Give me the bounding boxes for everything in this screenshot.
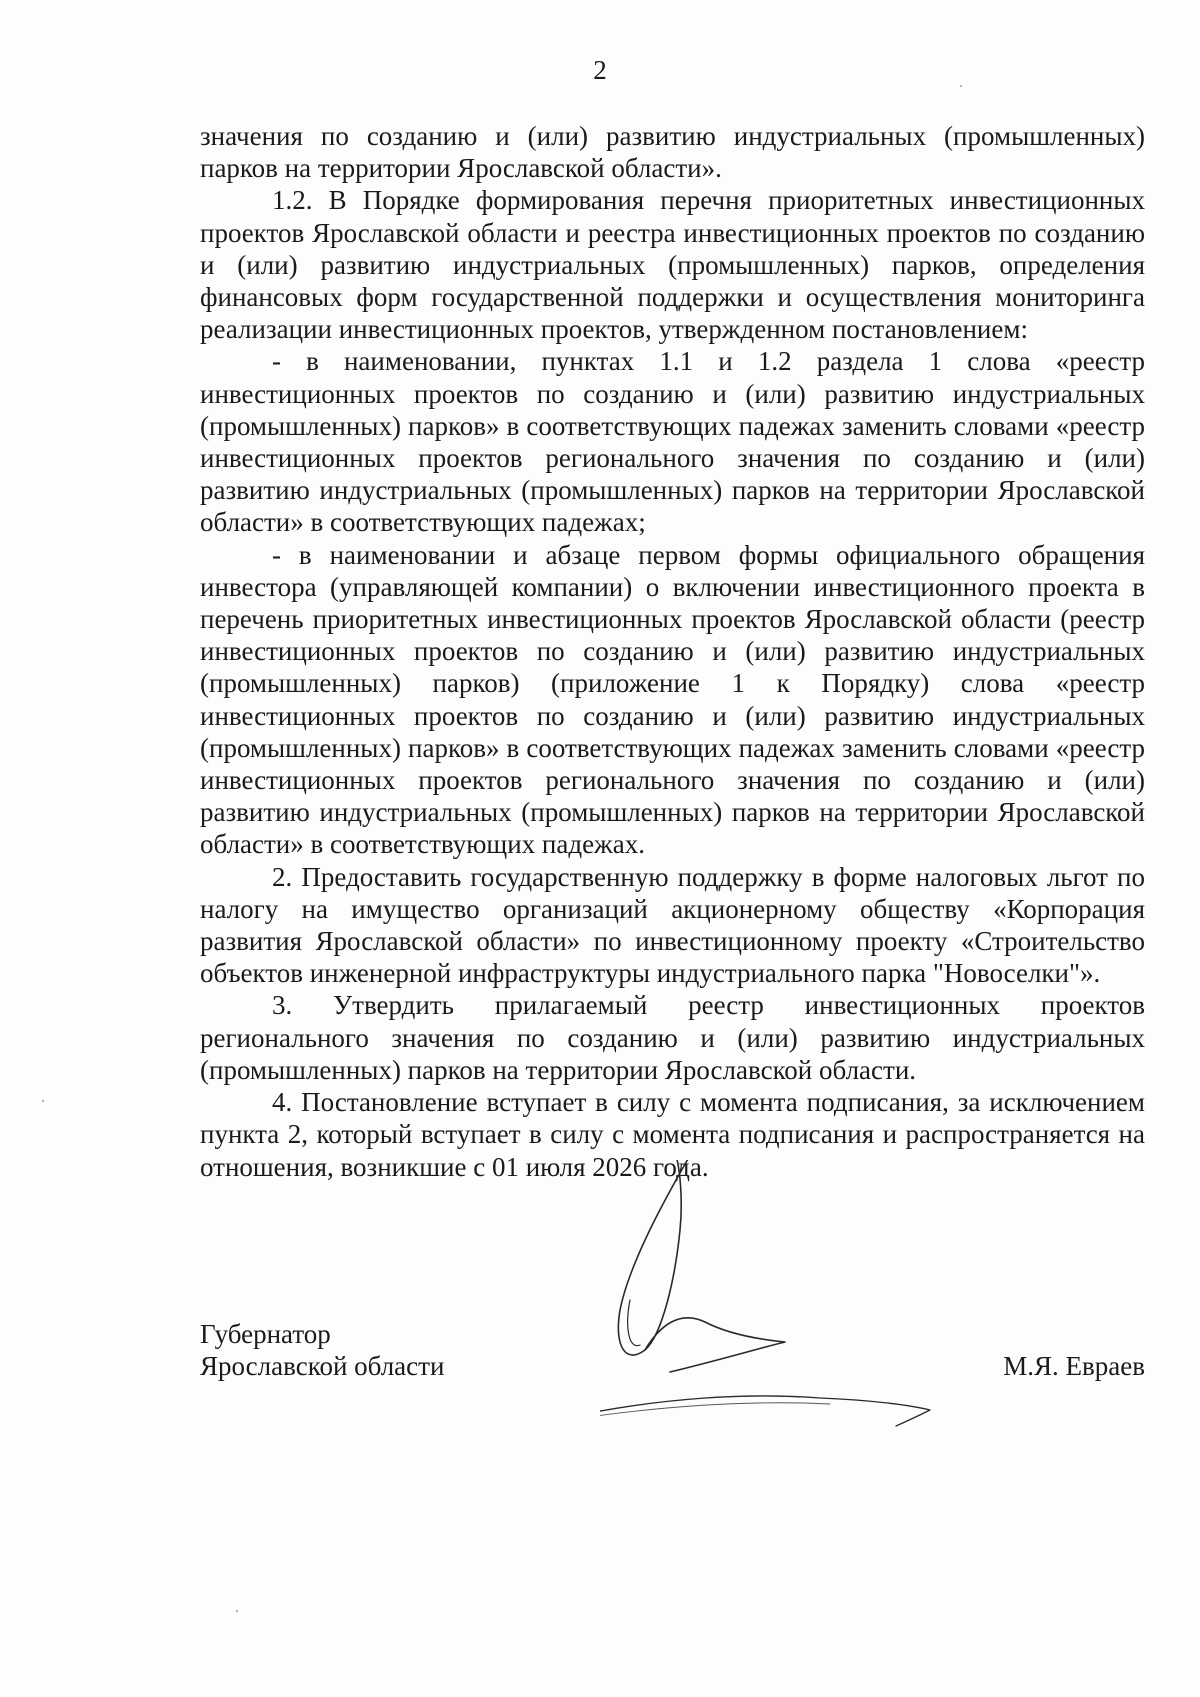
handwritten-signature xyxy=(600,1160,1020,1460)
signer-name: М.Я. Евраев xyxy=(1003,1351,1145,1381)
scan-speck xyxy=(42,1100,44,1102)
document-body xyxy=(200,120,1145,1183)
signer-position-line-1: Губернатор xyxy=(200,1319,331,1349)
paragraph-4: 4. Постановление вступает в силу с момента подписания, за исключением пункта 2, который вступает в силу с момента подписания и распространяется на отношения, возникшие с 01 июля 2026 года. xyxy=(200,1087,1145,1182)
paragraph-2: 2. Предоставить государственную поддержку в форме налоговых льгот по налогу на имущество организаций акционерному обществу «Корпорация развития Ярославской области» по инвестиционному проекту «Строительство объектов инженерной инфраструктуры индустриального парка "Новоселки"». xyxy=(200,861,1145,989)
paragraph-bullet-2: - в наименовании и абзаце первом формы официального обращения инвестора (управляющей компании) о включении инвестиционного проекта в перечень приоритетных инвестиционных проектов Ярославской области (реестр инвестиционных проектов по созданию и (или) развитию индустриальных (промышленных) парков) (приложение 1 к Порядку) слова «реестр инвестиционных проектов по созданию и (или) развитию индустриальных (промышленных) парков» в соответствующих падежах заменить словами «реестр инвестиционных проектов регионального значения по созданию и (или) развитию индустриальных (промышленных) парков на территории Ярославской области» в соответствующих падежах. xyxy=(200,539,1145,860)
scan-speck xyxy=(236,1610,238,1612)
paragraph-bullet-1: - в наименовании, пунктах 1.1 и 1.2 раздела 1 слова «реестр инвестиционных проектов по созданию и (или) развитию индустриальных (промышленных) парков» в соответствующих падежах заменить словами «реестр инвестиционных проектов регионального значения по созданию и (или) развитию индустриальных (промышленных) парков на территории Ярославской области» в соответствующих падежах; xyxy=(200,346,1145,538)
signer-position xyxy=(200,1318,444,1382)
paragraph-continuation: значения по созданию и (или) развитию индустриальных (промышленных) парков на территории Ярославской области». xyxy=(200,121,1145,184)
paragraph-1-2: 1.2. В Порядке формирования перечня приоритетных инвестиционных проектов Ярославской области и реестра инвестиционных проектов по созданию и (или) развитию индустриальных (промышленных) парков, определения финансовых форм государственной поддержки и осуществления мониторинга реализации инвестиционных проектов, утвержденном постановлением: xyxy=(200,185,1145,345)
scan-speck xyxy=(960,85,962,87)
paragraph-3: 3. Утвердить прилагаемый реестр инвестиционных проектов регионального значения по созданию и (или) развитию индустриальных (промышленных) парков на территории Ярославской области. xyxy=(200,990,1145,1085)
signer-position-line-2: Ярославской области xyxy=(200,1351,445,1381)
page-number: 2 xyxy=(593,55,607,85)
